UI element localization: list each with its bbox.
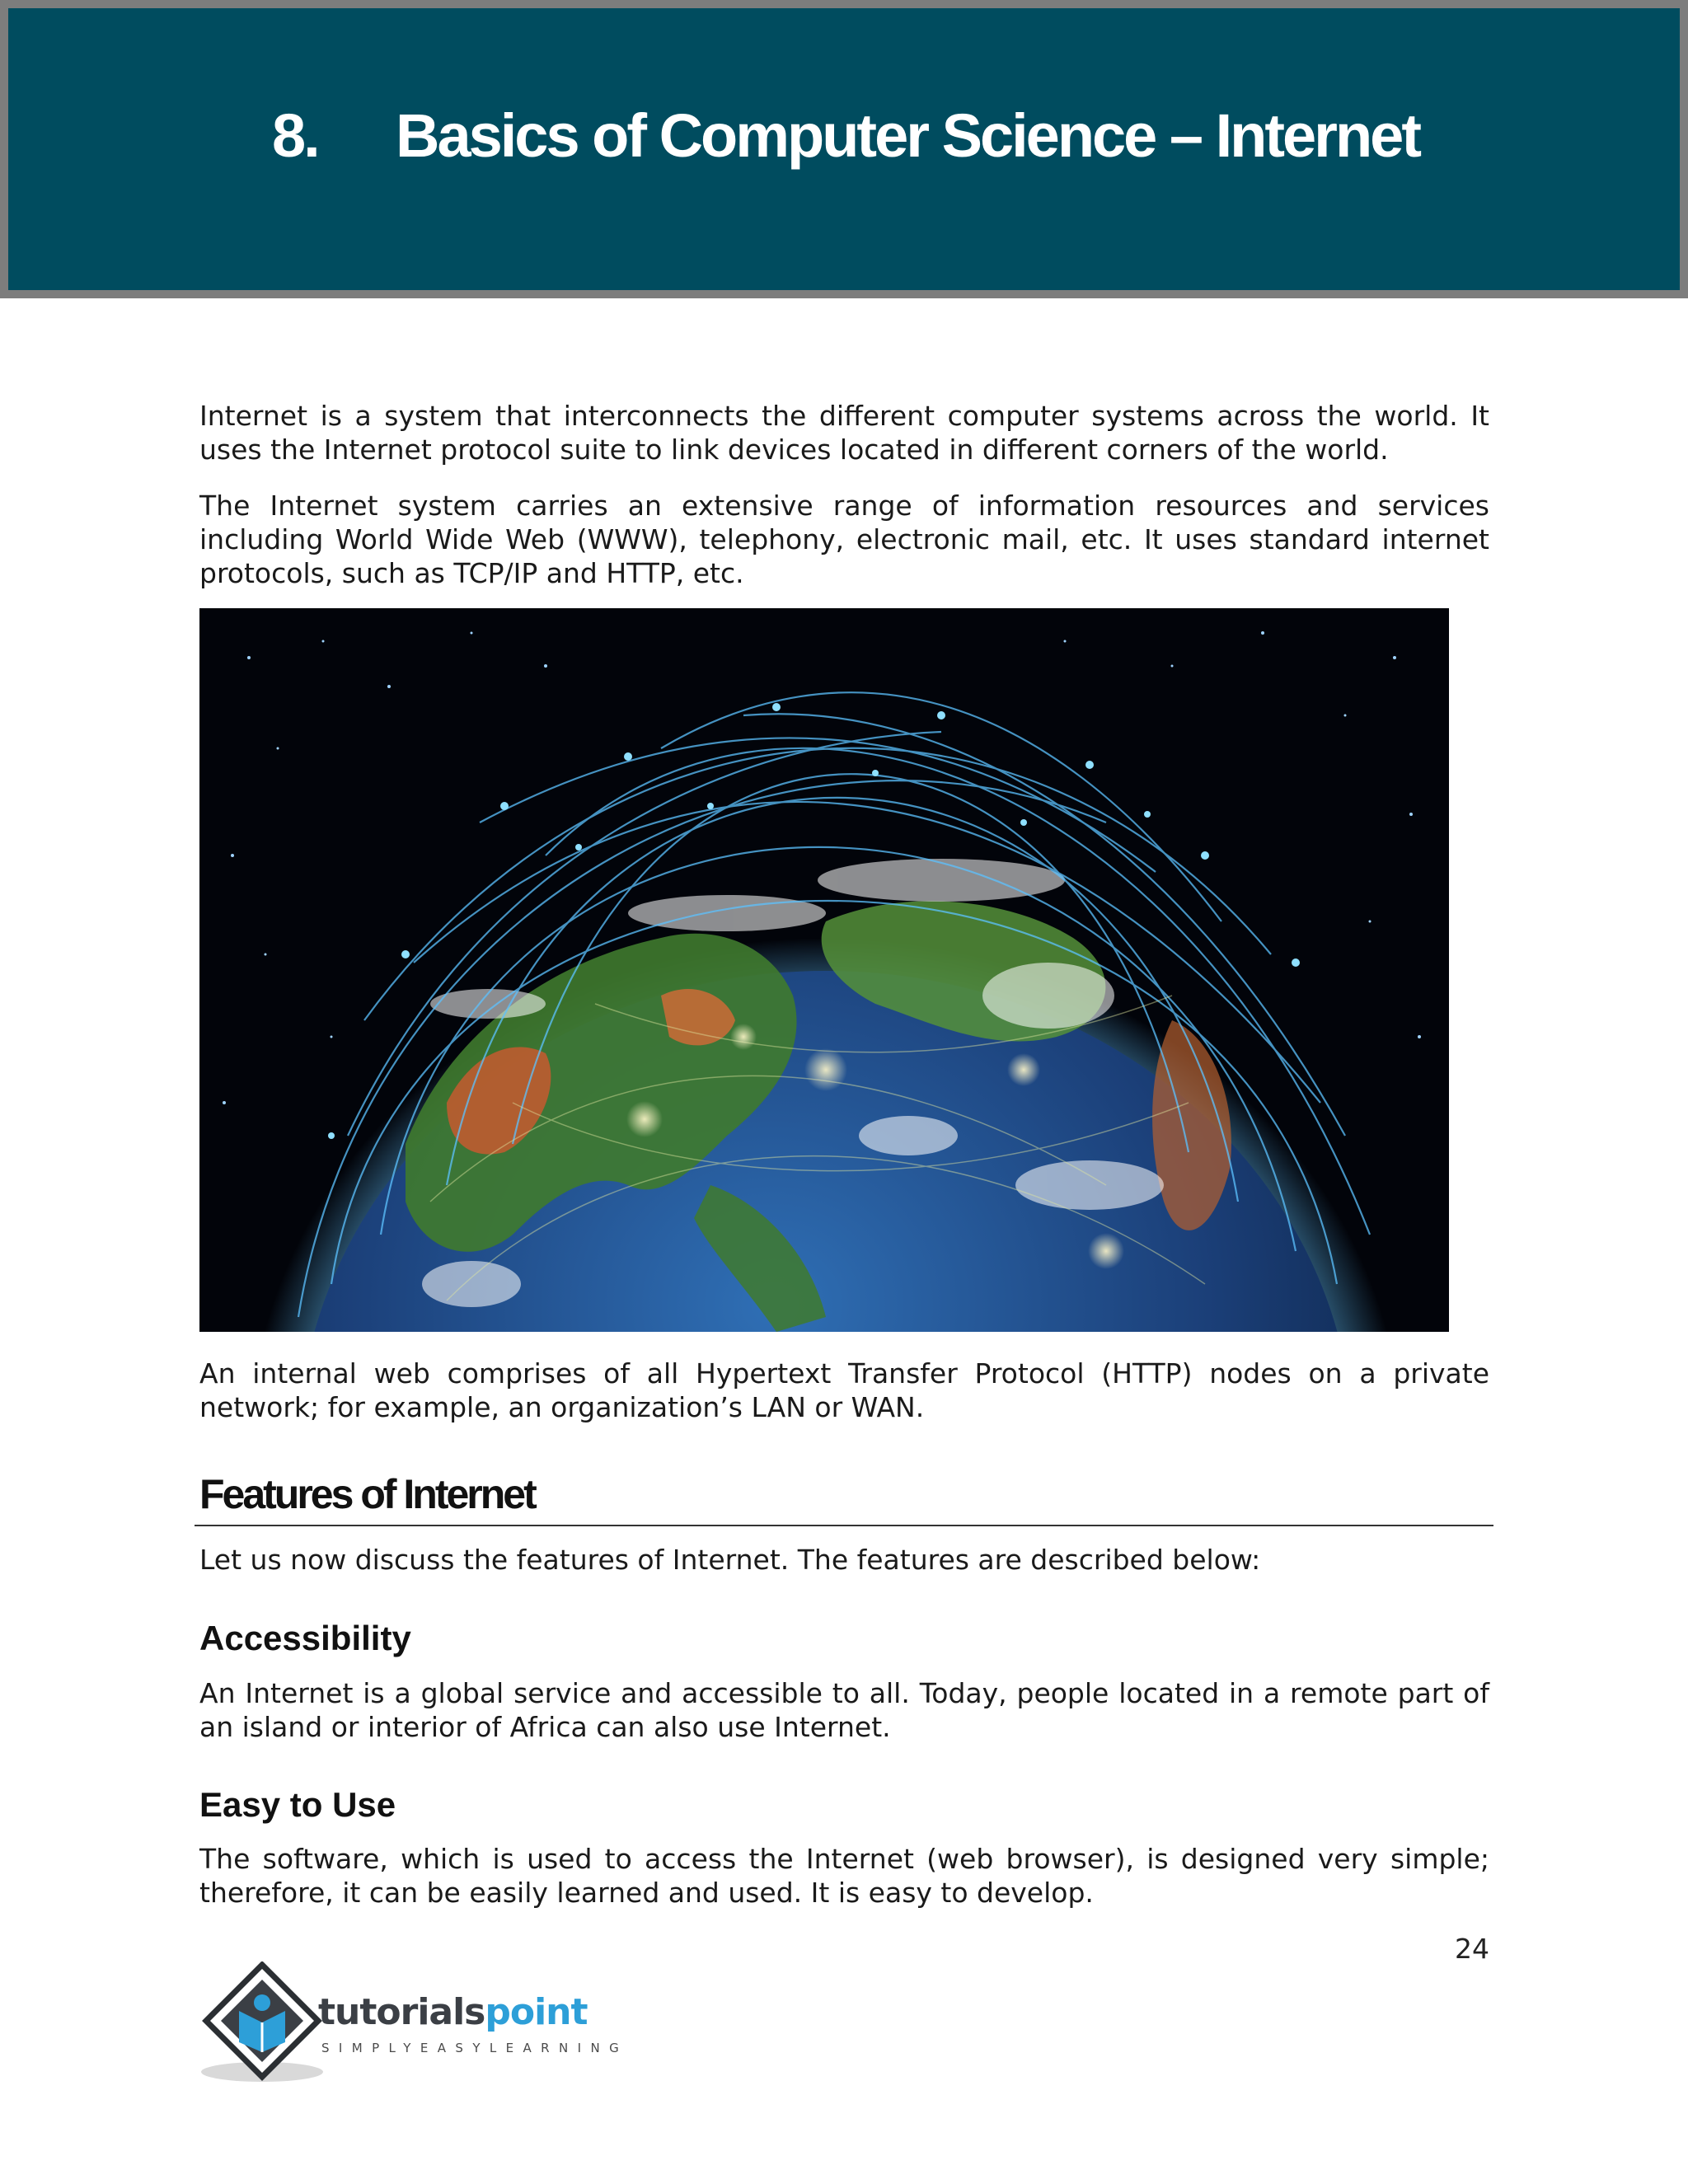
chapter-title	[272, 101, 1419, 171]
logo-tagline: SIMPLYEASYLEARNING	[321, 2041, 629, 2055]
feature-title-accessibility: Accessibility	[199, 1619, 411, 1657]
page-number: 24	[1455, 1933, 1489, 1965]
logo-word-point: point	[485, 1991, 588, 2033]
feature-text-accessibility: An Internet is a global service and accessible to all. Today, people located in a remote part of an island or interior of Africa can also use Internet.	[199, 1677, 1489, 1743]
feature-text-easy-to-use: The software, which is used to access the Internet (web browser), is designed very simple; therefore, it can be easily learned and used. It is easy to develop.	[199, 1843, 1489, 1909]
chapter-banner	[0, 0, 1688, 298]
intro-section	[199, 399, 1489, 590]
intro-paragraph-2: The Internet system carries an extensive range of information resources and services including World Wide Web (WWW), telephony, electronic mail, etc. It uses standard internet protocols, such as TCP/IP and HTTP, etc.	[199, 490, 1489, 589]
internal-web-paragraph: An internal web comprises of all Hypertext Transfer Protocol (HTTP) nodes on a private network; for example, an organization’s LAN or WAN.	[199, 1357, 1489, 1423]
after-figure-section	[199, 1357, 1489, 1424]
features-intro: Let us now discuss the features of Internet. The features are described below:	[199, 1544, 1261, 1576]
logo-emblem-icon	[198, 1961, 330, 2085]
chapter-title-text: Basics of Computer Science – Internet	[396, 101, 1419, 170]
feature-easy-to-use-section	[199, 1842, 1489, 1910]
globe-network-image	[199, 608, 1449, 1332]
chapter-number: 8.	[272, 101, 318, 170]
features-heading: Features of Internet	[199, 1471, 535, 1517]
tutorialspoint-logo	[198, 1961, 629, 2085]
globe-network-illustration	[199, 608, 1449, 1332]
feature-accessibility-section	[199, 1676, 1489, 1744]
intro-paragraph-1: Internet is a system that interconnects the different computer systems across the world. It uses the Internet protocol suite to link devices located in different corners of the world.	[199, 400, 1489, 466]
logo-wordmark	[318, 1991, 588, 2033]
logo-word-tutorials: tutorials	[318, 1991, 485, 2033]
section-divider	[195, 1525, 1493, 1526]
features-intro-section	[199, 1543, 1489, 1577]
feature-title-easy-to-use: Easy to Use	[199, 1785, 396, 1824]
